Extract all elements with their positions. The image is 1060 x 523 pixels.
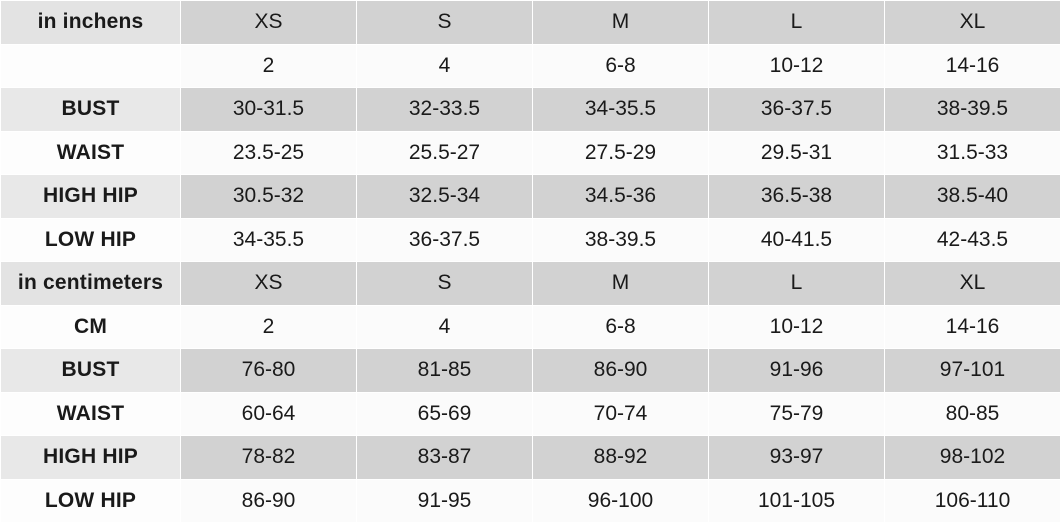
- cell-value: 36.5-38: [709, 175, 885, 219]
- cell-value: 96-100: [533, 479, 709, 523]
- row-label-high-hip-cm: HIGH HIP: [1, 436, 181, 480]
- cell-value: 86-90: [533, 349, 709, 393]
- cell-value: 38-39.5: [533, 218, 709, 262]
- table-row: [1, 1, 1060, 45]
- cell-value: 93-97: [709, 436, 885, 480]
- cell-value: 31.5-33: [885, 131, 1060, 175]
- size-header-l: L: [709, 262, 885, 306]
- cell-value: 76-80: [181, 349, 357, 393]
- size-header-xl: XL: [885, 262, 1060, 306]
- cell-value: 4: [357, 44, 533, 88]
- cell-value: 83-87: [357, 436, 533, 480]
- cell-value: 98-102: [885, 436, 1060, 480]
- cell-value: 14-16: [885, 44, 1060, 88]
- cell-value: 27.5-29: [533, 131, 709, 175]
- size-header-xs: XS: [181, 262, 357, 306]
- cell-value: 36-37.5: [709, 88, 885, 132]
- row-label-numeric-sizes: [1, 44, 181, 88]
- size-header-xl: XL: [885, 1, 1060, 45]
- cell-value: 6-8: [533, 44, 709, 88]
- table-row: [1, 479, 1060, 523]
- unit-header-inches: in inchens: [1, 1, 181, 45]
- row-label-low-hip-cm: LOW HIP: [1, 479, 181, 523]
- size-chart-body: [1, 1, 1060, 523]
- row-label-bust-cm: BUST: [1, 349, 181, 393]
- cell-value: 60-64: [181, 392, 357, 436]
- cell-value: 6-8: [533, 305, 709, 349]
- cell-value: 25.5-27: [357, 131, 533, 175]
- table-row: [1, 305, 1060, 349]
- cell-value: 80-85: [885, 392, 1060, 436]
- cell-value: 36-37.5: [357, 218, 533, 262]
- row-label-waist-cm: WAIST: [1, 392, 181, 436]
- unit-header-centimeters: in centimeters: [1, 262, 181, 306]
- size-header-m: M: [533, 262, 709, 306]
- cell-value: 34-35.5: [181, 218, 357, 262]
- cell-value: 10-12: [709, 305, 885, 349]
- size-header-s: S: [357, 1, 533, 45]
- cell-value: 86-90: [181, 479, 357, 523]
- cell-value: 10-12: [709, 44, 885, 88]
- cell-value: 34.5-36: [533, 175, 709, 219]
- cell-value: 75-79: [709, 392, 885, 436]
- table-row: [1, 262, 1060, 306]
- cell-value: 32.5-34: [357, 175, 533, 219]
- cell-value: 42-43.5: [885, 218, 1060, 262]
- cell-value: 91-96: [709, 349, 885, 393]
- table-row: [1, 218, 1060, 262]
- size-header-xs: XS: [181, 1, 357, 45]
- cell-value: 32-33.5: [357, 88, 533, 132]
- size-header-l: L: [709, 1, 885, 45]
- size-header-s: S: [357, 262, 533, 306]
- cell-value: 97-101: [885, 349, 1060, 393]
- size-header-m: M: [533, 1, 709, 45]
- cell-value: 106-110: [885, 479, 1060, 523]
- cell-value: 34-35.5: [533, 88, 709, 132]
- row-label-low-hip: LOW HIP: [1, 218, 181, 262]
- table-row: [1, 131, 1060, 175]
- cell-value: 2: [181, 305, 357, 349]
- cell-value: 2: [181, 44, 357, 88]
- cell-value: 91-95: [357, 479, 533, 523]
- table-row: [1, 88, 1060, 132]
- table-row: [1, 436, 1060, 480]
- cell-value: 30.5-32: [181, 175, 357, 219]
- table-row: [1, 44, 1060, 88]
- cell-value: 70-74: [533, 392, 709, 436]
- cell-value: 78-82: [181, 436, 357, 480]
- cell-value: 101-105: [709, 479, 885, 523]
- table-row: [1, 392, 1060, 436]
- cell-value: 38.5-40: [885, 175, 1060, 219]
- row-label-cm: CM: [1, 305, 181, 349]
- table-row: [1, 349, 1060, 393]
- cell-value: 29.5-31: [709, 131, 885, 175]
- cell-value: 14-16: [885, 305, 1060, 349]
- row-label-high-hip: HIGH HIP: [1, 175, 181, 219]
- cell-value: 4: [357, 305, 533, 349]
- cell-value: 38-39.5: [885, 88, 1060, 132]
- cell-value: 81-85: [357, 349, 533, 393]
- row-label-waist: WAIST: [1, 131, 181, 175]
- cell-value: 23.5-25: [181, 131, 357, 175]
- cell-value: 65-69: [357, 392, 533, 436]
- cell-value: 40-41.5: [709, 218, 885, 262]
- cell-value: 88-92: [533, 436, 709, 480]
- row-label-bust: BUST: [1, 88, 181, 132]
- table-row: [1, 175, 1060, 219]
- cell-value: 30-31.5: [181, 88, 357, 132]
